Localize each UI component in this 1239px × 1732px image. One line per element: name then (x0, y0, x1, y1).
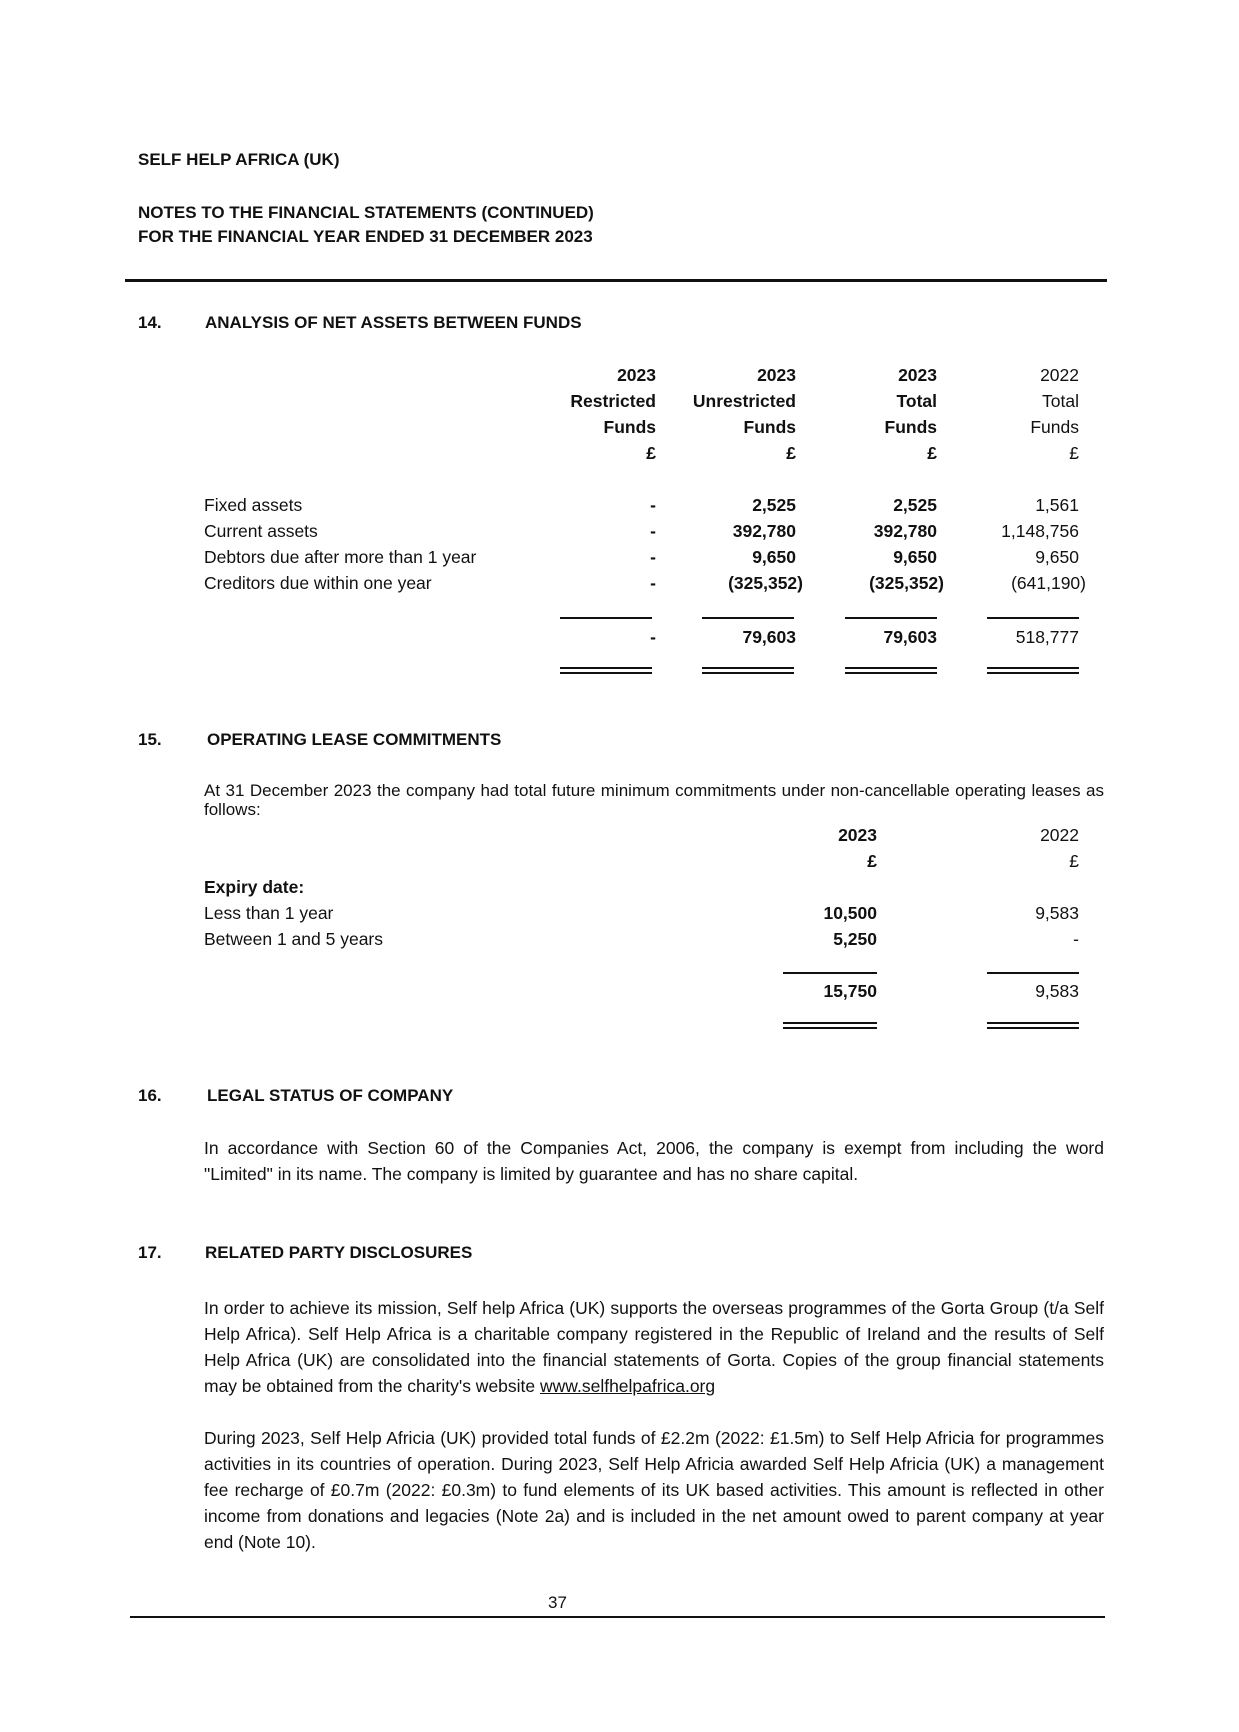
s14-row-value: (325,352) (728, 573, 803, 593)
s14-col4-type: Total (1042, 391, 1079, 411)
s14-row-value: - (650, 547, 656, 567)
s15-title: OPERATING LEASE COMMITMENTS (207, 730, 502, 749)
s16-title: LEGAL STATUS OF COMPANY (207, 1086, 454, 1105)
s14-title: ANALYSIS OF NET ASSETS BETWEEN FUNDS (205, 313, 582, 332)
s15-col1-unit: £ (867, 851, 877, 871)
s14-total-value: 79,603 (883, 627, 937, 647)
s14-total-value: - (650, 627, 656, 647)
s15-double-rule (783, 1022, 877, 1024)
s14-double-rule (845, 672, 937, 674)
s14-subtotal-rule (987, 617, 1079, 619)
s15-subtotal-rule (783, 972, 877, 974)
s14-row-value: 392,780 (873, 521, 937, 541)
s14-double-rule (845, 667, 937, 669)
s14-row-value: - (650, 573, 656, 593)
s14-total-value: 79,603 (742, 627, 796, 647)
s14-col1-year: 2023 (617, 365, 656, 385)
period-title: FOR THE FINANCIAL YEAR ENDED 31 DECEMBER 2023 (138, 227, 593, 246)
s14-col1-type: Restricted (570, 391, 656, 411)
website-link[interactable]: www.selfhelpafrica.org (540, 1376, 716, 1396)
s14-row-value: 1,561 (1035, 495, 1079, 515)
s14-double-rule (560, 672, 652, 674)
s15-col1-year: 2023 (838, 825, 877, 845)
s15-total-value: 15,750 (823, 981, 877, 1001)
s15-row-value: 5,250 (833, 929, 877, 949)
s15-double-rule (783, 1027, 877, 1029)
s14-row-label: Fixed assets (204, 495, 303, 515)
s14-row-value: (325,352) (869, 573, 944, 593)
s15-col2-unit: £ (1069, 851, 1079, 871)
s15-row-label: Between 1 and 5 years (204, 929, 384, 949)
s17-title: RELATED PARTY DISCLOSURES (205, 1243, 473, 1262)
s14-col2-type: Unrestricted (692, 391, 796, 411)
s17-para1 (204, 1295, 1104, 1399)
s17-para1-text: In order to achieve its mission, Self help Africa (UK) supports the overseas programmes of the Gorta Group (t/a Self Help Africa). Self Help Africa is a charitable company registered in the Republic of Ireland and the results of Self Help Africa (UK) are consolidated into the financial statements of Gorta. Copies of the group financial statements may be obtained from the charity's website (204, 1298, 1104, 1396)
s14-row-label: Current assets (204, 521, 318, 541)
s14-row-value: 1,148,756 (1001, 521, 1079, 541)
s15-double-rule (987, 1027, 1079, 1029)
s14-row-value: - (650, 521, 656, 541)
s14-row-value: 392,780 (732, 521, 796, 541)
s15-row-label: Less than 1 year (204, 903, 334, 923)
s14-col3-year: 2023 (898, 365, 937, 385)
s14-subtotal-rule (845, 617, 937, 619)
s15-col2-year: 2022 (1040, 825, 1079, 845)
s14-col1-unit: £ (646, 443, 656, 463)
s15-row-value: 10,500 (823, 903, 877, 923)
s14-subtotal-rule (560, 617, 652, 619)
s14-col3-label: Funds (884, 417, 937, 437)
s14-double-rule (987, 672, 1079, 674)
s14-row-value: 9,650 (1035, 547, 1079, 567)
s14-double-rule (987, 667, 1079, 669)
page-number: 37 (548, 1593, 567, 1612)
s14-row-value: - (650, 495, 656, 515)
s14-row-value: 9,650 (893, 547, 937, 567)
company-name: SELF HELP AFRICA (UK) (138, 150, 340, 169)
s15-number: 15. (138, 730, 162, 749)
s15-total-value: 9,583 (1035, 981, 1079, 1001)
s14-row-label: Creditors due within one year (204, 573, 432, 593)
s14-subtotal-rule (702, 617, 794, 619)
s15-subtotal-rule (987, 972, 1079, 974)
s14-col2-label: Funds (743, 417, 796, 437)
s14-double-rule (560, 667, 652, 669)
s15-row-value: - (1073, 929, 1079, 949)
s14-double-rule (702, 672, 794, 674)
s14-number: 14. (138, 313, 162, 332)
s14-col4-label: Funds (1030, 417, 1079, 437)
s14-col1-label: Funds (603, 417, 656, 437)
s16-text: In accordance with Section 60 of the Companies Act, 2006, the company is exempt from including the word "Limited" in its name. The company is limited by guarantee and has no share capital. (204, 1138, 1104, 1184)
s14-row-value: 2,525 (893, 495, 937, 515)
s14-col4-year: 2022 (1040, 365, 1079, 385)
s14-col2-unit: £ (786, 443, 796, 463)
s14-row-value: 9,650 (752, 547, 796, 567)
s15-intro: At 31 December 2023 the company had total future minimum commitments under non-cancellable operating leases as follows: (204, 781, 1104, 819)
footer-rule (130, 1616, 1105, 1618)
s14-col3-type: Total (896, 391, 937, 411)
s14-total-value: 518,777 (1015, 627, 1079, 647)
s14-row-label: Debtors due after more than 1 year (204, 547, 477, 567)
s17-para2: During 2023, Self Help Africia (UK) provided total funds of £2.2m (2022: £1.5m) to Self Help Africia for programmes activities in its countries of operation. During 2023, Self Help Africia awarded Self Help Africia (UK) a management fee recharge of £0.7m (2022: £0.3m) to fund elements of its UK based activities. This amount is reflected in other income from donations and legacies (Note 2a) and is included in the net amount owed to parent company at year end (Note 10). (204, 1428, 1104, 1552)
s15-double-rule (987, 1022, 1079, 1024)
s17-number: 17. (138, 1243, 162, 1262)
header-rule (125, 279, 1107, 282)
s14-col2-year: 2023 (757, 365, 796, 385)
s14-row-value: (641,190) (1011, 573, 1086, 593)
notes-title: NOTES TO THE FINANCIAL STATEMENTS (CONTINUED) (138, 203, 594, 222)
s14-row-value: 2,525 (752, 495, 796, 515)
s14-col4-unit: £ (1069, 443, 1079, 463)
s14-double-rule (702, 667, 794, 669)
s15-expiry-label: Expiry date: (204, 877, 305, 897)
s16-number: 16. (138, 1086, 162, 1105)
s14-col3-unit: £ (927, 443, 937, 463)
s15-row-value: 9,583 (1035, 903, 1079, 923)
